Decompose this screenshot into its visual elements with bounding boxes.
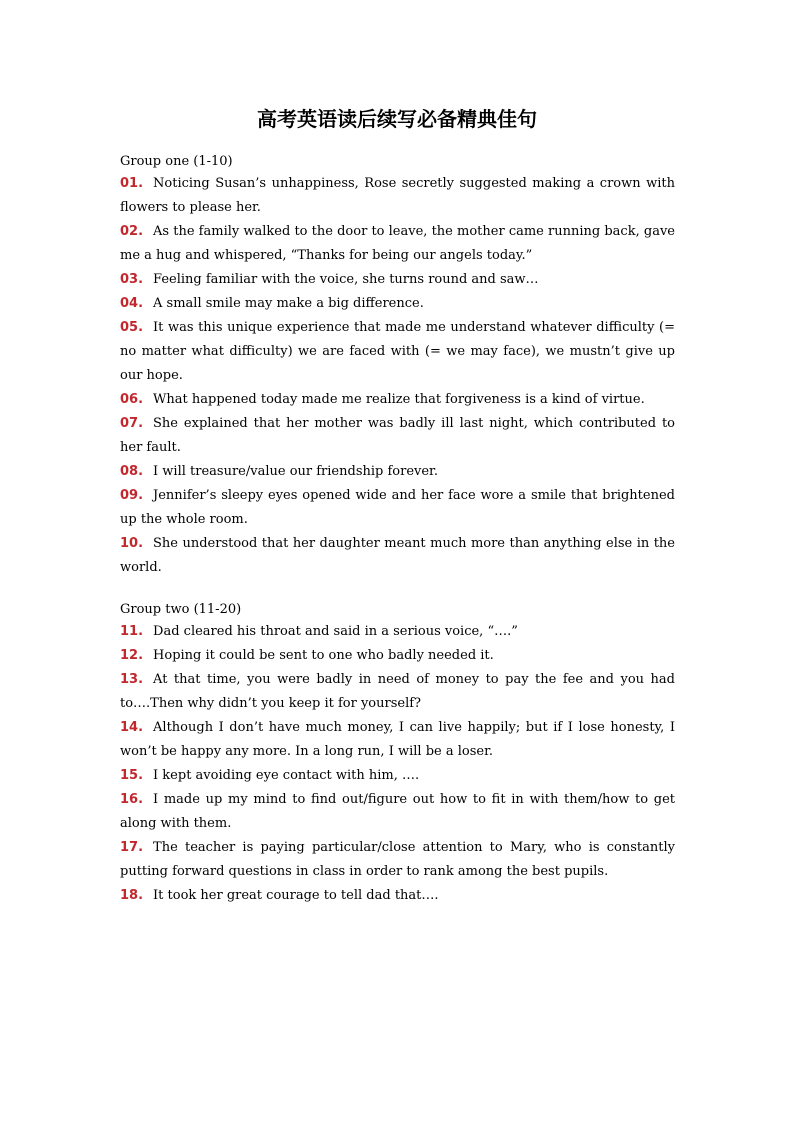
list-item: [120, 172, 675, 220]
item-text: She explained that her mother was badly ill last night, which contributed to her fault.: [120, 416, 675, 455]
item-number: 07.: [120, 416, 144, 431]
list-item: [120, 316, 675, 388]
list-item: [120, 412, 675, 460]
item-text: Dad cleared his throat and said in a serious voice, “….”: [153, 624, 518, 639]
item-number: 14.: [120, 720, 144, 735]
item-text: Noticing Susan’s unhappiness, Rose secretly suggested making a crown with flowers to please her.: [120, 176, 675, 215]
item-text: As the family walked to the door to leave, the mother came running back, gave me a hug and whispered, “Thanks for being our angels today.”: [120, 224, 675, 263]
item-text: It was this unique experience that made me understand whatever difficulty (= no matter what difficulty) we are faced with (= we may face), we mustn’t give up our hope.: [120, 320, 675, 383]
item-text: What happened today made me realize that forgiveness is a kind of virtue.: [153, 392, 645, 407]
list-item: [120, 788, 675, 836]
list-item: [120, 620, 675, 644]
item-number: 09.: [120, 488, 144, 503]
list-item: [120, 716, 675, 764]
list-item: [120, 484, 675, 532]
list-item: [120, 644, 675, 668]
list-item: [120, 460, 675, 484]
item-number: 04.: [120, 296, 144, 311]
item-text: The teacher is paying particular/close attention to Mary, who is constantly putting forward questions in class in order to rank among the best pupils.: [120, 840, 675, 879]
list-item: [120, 268, 675, 292]
item-text: I kept avoiding eye contact with him, ….: [153, 768, 420, 783]
item-number: 12.: [120, 648, 144, 663]
item-text: A small smile may make a big difference.: [153, 296, 424, 311]
group-heading: Group two (11-20): [120, 602, 242, 617]
item-text: I will treasure/value our friendship forever.: [153, 464, 438, 479]
item-number: 10.: [120, 536, 144, 551]
item-text: Hoping it could be sent to one who badly needed it.: [153, 648, 494, 663]
item-number: 03.: [120, 272, 144, 287]
sentence-list: [120, 152, 675, 908]
list-item: [120, 764, 675, 788]
item-number: 05.: [120, 320, 144, 335]
group-spacer: [120, 580, 675, 600]
item-text: She understood that her daughter meant much more than anything else in the world.: [120, 536, 675, 575]
item-text: Although I don’t have much money, I can live happily; but if I lose honesty, I won’t be happy any more. In a long run, I will be a loser.: [120, 720, 675, 759]
page-title: 高考英语读后续写必备精典佳句: [257, 107, 537, 131]
item-number: 15.: [120, 768, 144, 783]
item-number: 17.: [120, 840, 144, 855]
item-number: 02.: [120, 224, 144, 239]
item-text: At that time, you were badly in need of money to pay the fee and you had to….Then why didn’t you keep it for yourself?: [120, 672, 675, 711]
list-item: [120, 884, 675, 908]
group-heading: Group one (1-10): [120, 154, 233, 169]
item-number: 01.: [120, 176, 144, 191]
item-number: 18.: [120, 888, 144, 903]
item-number: 16.: [120, 792, 144, 807]
list-item: [120, 220, 675, 268]
item-text: Feeling familiar with the voice, she turns round and saw…: [153, 272, 539, 287]
group-one: [120, 152, 675, 580]
list-item: [120, 292, 675, 316]
item-number: 11.: [120, 624, 144, 639]
item-text: Jennifer’s sleepy eyes opened wide and her face wore a smile that brightened up the whole room.: [120, 488, 675, 527]
list-item: [120, 532, 675, 580]
item-number: 06.: [120, 392, 144, 407]
list-item: [120, 668, 675, 716]
item-number: 13.: [120, 672, 144, 687]
item-text: It took her great courage to tell dad that….: [153, 888, 439, 903]
list-item: [120, 836, 675, 884]
group-two: [120, 600, 675, 908]
list-item: [120, 388, 675, 412]
item-number: 08.: [120, 464, 144, 479]
item-text: I made up my mind to find out/figure out how to fit in with them/how to get along with them.: [120, 792, 675, 831]
